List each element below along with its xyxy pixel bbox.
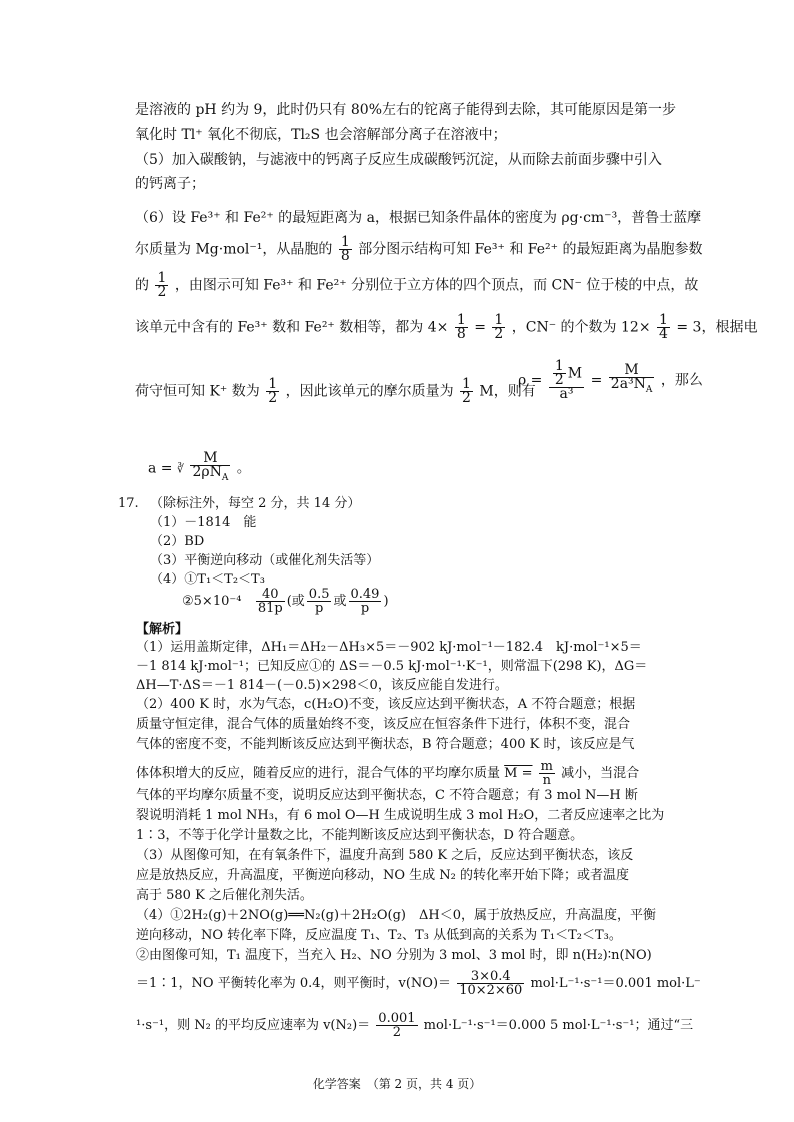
fraction-one-half: $\frac{1}{2}$: [157, 270, 167, 300]
text-span: 部分图示结构可知 Fe³⁺ 和 Fe²⁺ 的最短距离为晶胞参数: [358, 241, 703, 258]
text-span: 的: [135, 277, 149, 294]
fraction-one-quarter: $\frac{1}{4}$: [659, 312, 668, 342]
text-line: a = ∛ $\frac{M}{2\rho N_A}$ 。: [148, 450, 251, 483]
text-line: ¹·s⁻¹，则 N₂ 的平均反应速率为 v(N₂)＝ $\frac{0.001}{2}$ mol·L⁻¹·s⁻¹＝0.000 5 mol·L⁻¹·s⁻¹；通过“三: [136, 1011, 694, 1040]
text-line: 体体积增大的反应，随着反应的进行，混合气体的平均摩尔质量 M = $\frac{m}{n}$ 减小，当混合: [136, 759, 640, 788]
text-line: 是溶液的 pH 约为 9，此时仍只有 80%左右的铊离子能得到去除，其可能原因是第一步: [135, 102, 676, 118]
text-line: 荷守恒可知 K⁺ 数为 $\frac{1}{2}$ ，因此该单元的摩尔质量为 $\frac{1}{2}$ M，则有: [135, 376, 536, 406]
fraction-density: $\frac{1}{2}$ M a³: [549, 360, 584, 401]
text-line: －1 814 kJ·mol⁻¹；已知反应①的 ΔS＝－0.5 kJ·mol⁻¹·K⁻¹，则常温下(298 K)，ΔG＝: [136, 659, 648, 674]
text-line: [135, 236, 703, 263]
text-line: ②由图像可知，T₁ 温度下，当充入 H₂、NO 分别为 3 mol、3 mol 时，即 n(H₂)∶n(NO): [136, 948, 652, 963]
text-line: 气体的密度不变，不能判断该反应达到平衡状态，B 符合题意；400 K 时，该反应是气: [136, 737, 635, 752]
answer-line: （3）平衡逆向移动（或催化剂失活等）: [150, 553, 380, 568]
text-line: 高于 580 K 之后催化剂失活。: [136, 888, 313, 903]
text-line: （5）加入碳酸钠，与滤液中的钙离子反应生成碳酸钙沉淀，从而除去前面步骤中引入: [135, 152, 662, 168]
text-line: 氧化时 Tl⁺ 氧化不彻底，Tl₂S 也会溶解部分离子在溶液中；: [135, 127, 507, 143]
fraction-one-eighth: $\frac{1}{8}$: [456, 312, 466, 342]
text-line: 1∶3，不等于化学计量数之比，不能判断该反应达到平衡状态，D 符合题意。: [136, 828, 584, 843]
text-line: 裂说明消耗 1 mol NH₃，有 6 mol O—H 生成说明生成 3 mol H₂O，二者反应速率之比为: [136, 808, 665, 823]
text-line: 逆向移动，NO 转化率下降，反应温度 T₁、T₂、T₃ 从低到高的关系为 T₁＜T₂＜T₃。: [136, 928, 622, 943]
text-span: ，由图示可知 Fe³⁺ 和 Fe²⁺ 分别位于立方体的四个顶点，而 CN⁻ 位于棱的中点，故: [174, 277, 699, 294]
text-line: ΔH—T·ΔS＝－1 814－(－0.5)×298＜0，该反应能自发进行。: [136, 678, 508, 693]
page-footer: 化学答案 （第 2 页，共 4 页）: [312, 1077, 482, 1091]
text-line: （除标注外，每空 2 分，共 14 分）: [150, 496, 361, 511]
text-line: ＝1∶1，NO 平衡转化率为 0.4，则平衡时，v(NO)＝ $\frac{3\times 0.4}{10\times 2\times 60}$ mol·L⁻¹·s⁻¹＝0.001 mol·L⁻: [136, 969, 701, 998]
text-line: 气体的平均摩尔质量不变，说明反应达到平衡状态，C 不符合题意；有 3 mol N—H 断: [136, 788, 638, 803]
text-line: 应是放热反应，升高温度，平衡逆向移动，NO 生成 N₂ 的转化率开始下降；或者温度: [136, 868, 630, 883]
text-line: 的钙离子；: [135, 176, 205, 192]
text-line: （1）运用盖斯定律，ΔH₁＝ΔH₂－ΔH₃×5＝－902 kJ·mol⁻¹－182.4 kJ·mol⁻¹×5＝: [136, 640, 642, 655]
analysis-heading: 【解析】: [136, 622, 189, 637]
answer-line: （4）①T₁＜T₂＜T₃: [150, 572, 265, 587]
text-span: 尔质量为 Mg·mol⁻¹，从晶胞的: [135, 241, 333, 258]
text-line: 该单元中含有的 Fe³⁺ 数和 Fe²⁺ 数相等，都为 4× $\frac{1}{8}$ = $\frac{1}{2}$ ，CN⁻ 的个数为 12× $\frac{1}{4}$ = 3，根据电: [135, 312, 758, 342]
question-number: 17.: [118, 496, 139, 511]
text-line: [135, 272, 698, 299]
text-line: （6）设 Fe³⁺ 和 Fe²⁺ 的最短距离为 a，根据已知条件晶体的密度为 ρg·cm⁻³，普鲁士蓝摩: [135, 210, 702, 226]
answer-line: ②5×10⁻⁴ $\frac{40}{81p}$ (或 $\frac{0.5}{p}$ 或 $\frac{0.49}{p}$ ): [182, 587, 389, 616]
text-line: （4）①2H₂(g)＋2NO(g)══N₂(g)＋2H₂O(g) ΔH＜0，属于放热反应，升高温度，平衡: [136, 908, 656, 923]
fraction-one-half: $\frac{1}{2}$: [494, 312, 504, 342]
fraction-one-eighth: $\frac{1}{8}$: [340, 234, 350, 264]
fraction-cube-root: $\frac{M}{2\rho N_A}$: [192, 450, 229, 483]
text-line: 质量守恒定律，混合气体的质量始终不变，该反应在恒容条件下进行，体积不变，混合: [136, 717, 631, 732]
text-line: （3）从图像可知，在有氧条件下，温度升高到 580 K 之后，反应达到平衡状态，该反: [136, 848, 634, 863]
fraction-density-simplified: $\frac{M}{2a^3N_A}$: [610, 362, 653, 395]
answer-line: （2）BD: [150, 534, 205, 549]
density-formula: ρ = $\frac{1}{2}$ M a³ = $\frac{M}{2a^3N_A}$ ，那么: [518, 358, 703, 402]
text-line: （2）400 K 时，水为气态，c(H₂O)不变，该反应达到平衡状态，A 不符合题意；根据: [136, 697, 636, 712]
fraction-one-half: $\frac{1}{2}$: [268, 376, 278, 406]
fraction-one-half: $\frac{1}{2}$: [462, 376, 471, 406]
answer-line: （1）－1814 能: [150, 515, 257, 530]
